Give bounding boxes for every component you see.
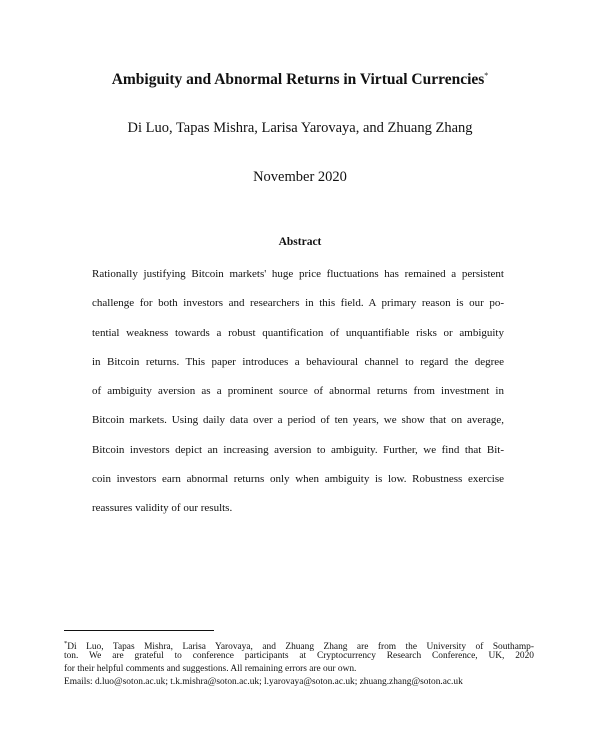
title-footnote-marker: *	[484, 71, 489, 80]
footnote-marker: *	[64, 640, 68, 647]
footnote-rule	[64, 630, 214, 631]
paper-title	[0, 71, 600, 89]
abstract-heading: Abstract	[278, 236, 322, 248]
paper-title-text: Ambiguity and Abnormal Returns in Virtual Currencies	[111, 71, 485, 89]
abstract-line: coin investors earn abnormal returns only when ambiguity is low. Robustness exercise	[92, 473, 504, 486]
abstract-line: reassures validity of our results.	[92, 502, 233, 515]
paper-authors: Di Luo, Tapas Mishra, Larisa Yarovaya, and Zhuang Zhang	[127, 120, 473, 136]
abstract-line: Bitcoin markets. Using daily data over a period of ten years, we show that on average,	[92, 414, 504, 427]
footnote-line-text: Di Luo, Tapas Mishra, Larisa Yarovaya, and Zhuang Zhang are from the University of Southamp-	[67, 642, 534, 653]
footnote-emails: Emails: d.luo@soton.ac.uk; t.k.mishra@soton.ac.uk; l.yarovaya@soton.ac.uk; zhuang.zhang@soton.ac.uk	[64, 677, 463, 687]
abstract-body	[92, 266, 504, 530]
abstract-line: challenge for both investors and researchers in this field. A primary reason is our po-	[92, 297, 504, 310]
abstract-line: of ambiguity aversion as a prominent source of abnormal returns from investment in	[92, 385, 504, 398]
footnote-line: for their helpful comments and suggestions. All remaining errors are our own.	[64, 664, 357, 675]
abstract-line: in Bitcoin returns. This paper introduces a behavioural channel to regard the degree	[92, 355, 504, 368]
footnote	[64, 637, 534, 677]
footnote-line: ton. We are grateful to conference participants at Cryptocurrency Research Conference, UK, 2020	[64, 651, 534, 662]
abstract-line: tential weakness towards a robust quantification of unquantifiable risks or ambiguity	[92, 326, 504, 339]
paper-date: November 2020	[253, 169, 347, 185]
footnote-line	[64, 637, 534, 653]
abstract-line: Rationally justifying Bitcoin markets' huge price fluctuations has remained a persistent	[92, 268, 504, 280]
abstract-line: Bitcoin investors depict an increasing aversion to ambiguity. Further, we find that Bit-	[92, 443, 504, 456]
